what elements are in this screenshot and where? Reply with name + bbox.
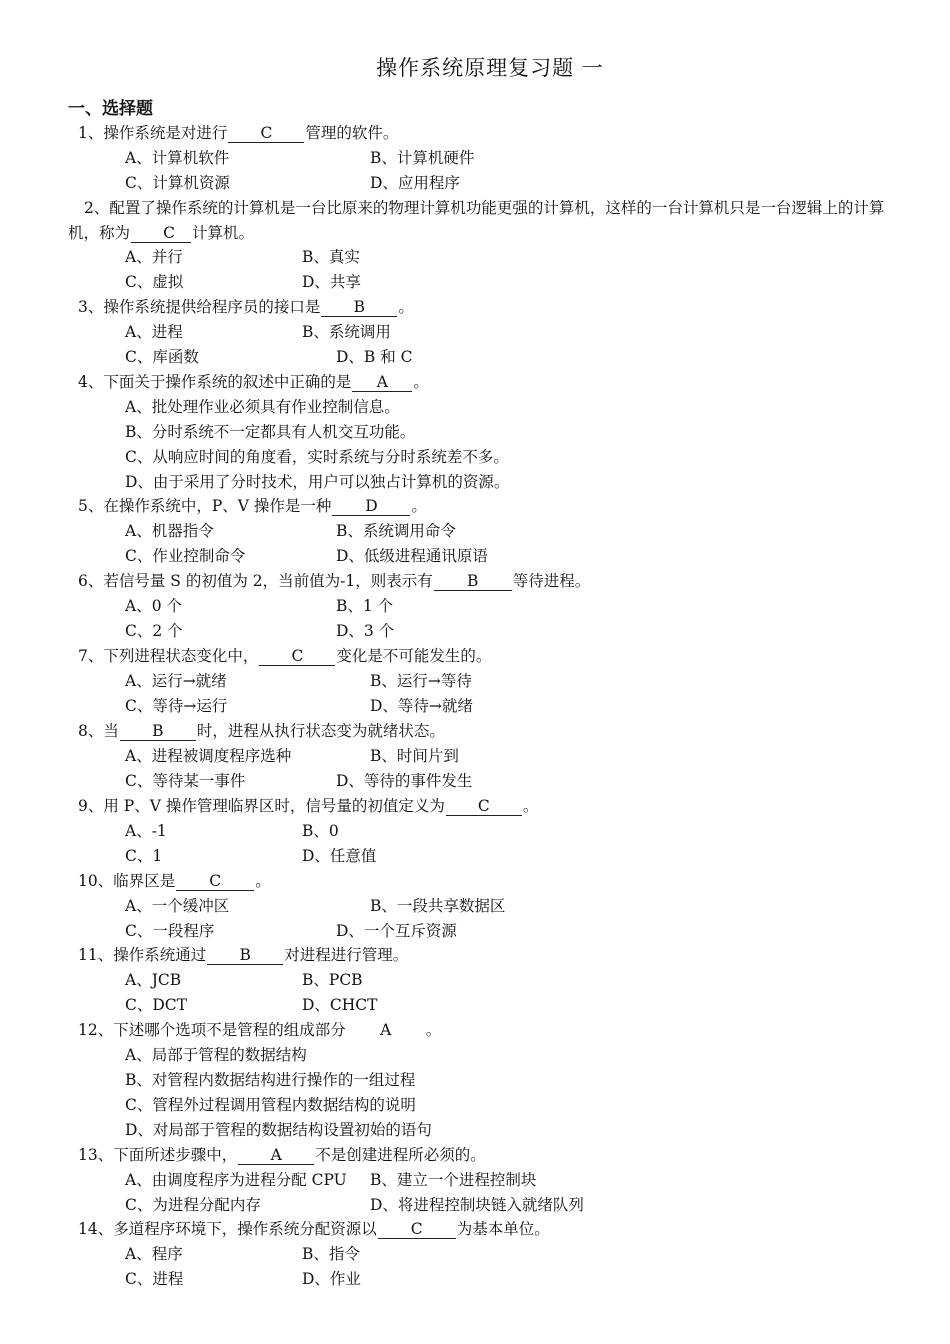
answer-blank: C: [378, 1220, 456, 1239]
answer-blank: C: [446, 797, 522, 816]
section-heading: 一、选择题: [68, 99, 153, 119]
option-d: D、任意值: [302, 847, 377, 865]
question-13-stem: 13、下面所述步骤中， A 不是创建进程所必须的。: [78, 1146, 486, 1164]
answer-blank: B: [120, 722, 196, 741]
option-c: C、一段程序: [125, 922, 215, 940]
option-d: D、一个互斥资源: [336, 922, 457, 940]
answer-blank: B: [207, 946, 283, 965]
answer-blank: C: [228, 124, 304, 143]
option-b: B、建立一个进程控制块: [370, 1171, 537, 1189]
page-title: 操作系统原理复习题 一: [376, 56, 604, 80]
option-c: C、计算机资源: [125, 174, 230, 192]
option-d: D、3 个: [336, 622, 395, 640]
option-d: D、共享: [302, 273, 361, 291]
answer-blank: A: [380, 1021, 392, 1039]
option-d: D、由于采用了分时技术，用户可以独占计算机的资源。: [125, 473, 510, 491]
question-9-stem: 9、用 P、V 操作管理临界区时，信号量的初值定义为 C 。: [78, 797, 539, 815]
option-b: B、PCB: [302, 971, 363, 989]
option-b: B、一段共享数据区: [370, 897, 506, 915]
option-a: A、批处理作业必须具有作业控制信息。: [125, 398, 400, 416]
answer-blank: C: [259, 647, 335, 666]
option-a: A、一个缓冲区: [125, 897, 230, 915]
option-a: A、JCB: [125, 971, 182, 989]
option-c: C、等待某一事件: [125, 772, 246, 790]
option-a: A、由调度程序为进程分配 CPU: [125, 1171, 347, 1189]
option-d: D、将进程控制块链入就绪队列: [370, 1196, 584, 1214]
option-b: B、0: [302, 822, 339, 840]
option-d: D、对局部于管程的数据结构设置初始的语句: [125, 1121, 432, 1139]
question-7-stem: 7、下列进程状态变化中， C 变化是不可能发生的。: [78, 647, 492, 665]
answer-blank: D: [332, 497, 410, 516]
option-d: D、CHCT: [302, 996, 378, 1014]
answer-blank: C: [176, 872, 254, 891]
question-2-stem: 2、配置了操作系统的计算机是一台比原来的物理计算机功能更强的计算机，这样的一台计算机只是一台逻辑上的计算机，称为 C 计算机。: [68, 199, 885, 242]
option-c: C、DCT: [125, 996, 187, 1014]
question-4-stem: 4、下面关于操作系统的叙述中正确的是 A 。: [78, 373, 429, 391]
option-c: C、从响应时间的角度看，实时系统与分时系统差不多。: [125, 448, 509, 466]
option-b: B、系统调用: [302, 323, 391, 341]
question-3-stem: 3、操作系统提供给程序员的接口是 B 。: [78, 298, 414, 316]
option-b: B、对管程内数据结构进行操作的一组过程: [125, 1071, 416, 1089]
option-c: C、为进程分配内存: [125, 1196, 261, 1214]
option-a: A、-1: [125, 822, 167, 840]
option-a: A、运行→就绪: [125, 672, 227, 690]
option-a: A、0 个: [125, 597, 182, 615]
answer-blank: A: [238, 1146, 314, 1165]
option-d: D、B 和 C: [336, 348, 413, 366]
question-1-stem: 1、操作系统是对进行 C 管理的软件。: [78, 124, 399, 142]
option-c: C、进程: [125, 1270, 184, 1288]
option-b: B、分时系统不一定都具有人机交互功能。: [125, 423, 416, 441]
option-a: A、进程: [125, 323, 183, 341]
question-11-stem: 11、操作系统通过 B 对进程进行管理。: [78, 946, 409, 964]
option-a: A、进程被调度程序选种: [125, 747, 292, 765]
option-d: D、作业: [302, 1270, 361, 1288]
option-c: C、2 个: [125, 622, 183, 640]
option-b: B、1 个: [336, 597, 394, 615]
option-a: A、局部于管程的数据结构: [125, 1046, 307, 1064]
option-c: C、1: [125, 847, 163, 865]
option-b: B、运行→等待: [370, 672, 472, 690]
question-5-stem: 5、在操作系统中，P、V 操作是一种 D 。: [78, 497, 427, 515]
option-b: B、时间片到: [370, 747, 459, 765]
answer-blank: C: [131, 224, 191, 243]
question-10-stem: 10、临界区是 C 。: [78, 872, 271, 890]
option-d: D、等待的事件发生: [336, 772, 473, 790]
option-b: B、系统调用命令: [336, 522, 456, 540]
answer-blank: A: [352, 373, 412, 392]
option-d: D、低级进程通讯原语: [336, 547, 488, 565]
question-14-stem: 14、多道程序环境下，操作系统分配资源以 C 为基本单位。: [78, 1220, 550, 1238]
option-a: A、机器指令: [125, 522, 214, 540]
option-a: A、并行: [125, 248, 183, 266]
option-c: C、作业控制命令: [125, 547, 246, 565]
option-c: C、虚拟: [125, 273, 184, 291]
option-d: D、等待→就绪: [370, 697, 473, 715]
option-c: C、等待→运行: [125, 697, 228, 715]
option-b: B、计算机硬件: [370, 149, 475, 167]
option-b: B、真实: [302, 248, 360, 266]
question-8-stem: 8、当 B 时，进程从执行状态变为就绪状态。: [78, 722, 445, 740]
answer-blank: B: [434, 572, 512, 591]
question-12-stem: 12、下述哪个选项不是管程的组成部分 A 。: [78, 1018, 441, 1042]
option-c: C、管程外过程调用管程内数据结构的说明: [125, 1096, 416, 1114]
option-b: B、指令: [302, 1245, 360, 1263]
option-d: D、应用程序: [370, 174, 460, 192]
option-a: A、程序: [125, 1245, 183, 1263]
option-a: A、计算机软件: [125, 149, 230, 167]
option-c: C、库函数: [125, 348, 199, 366]
answer-blank: B: [321, 298, 397, 317]
question-6-stem: 6、若信号量 S 的初值为 2，当前值为-1，则表示有 B 等待进程。: [78, 572, 591, 590]
